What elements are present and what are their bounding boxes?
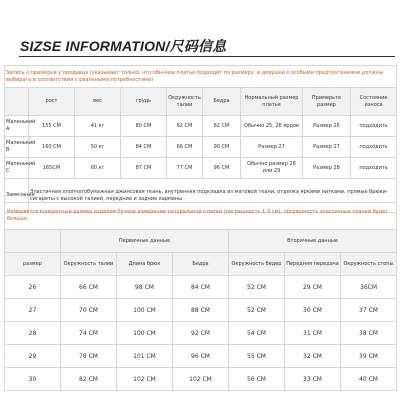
fitting-cell: Размер 27	[241, 137, 303, 158]
measurement-header-row	[5, 253, 397, 276]
measurement-cell: 29 CM	[285, 276, 341, 299]
fitting-cell: 82 CM	[203, 116, 241, 137]
fitting-header-cell: вес	[75, 88, 121, 116]
fitting-table	[4, 65, 397, 213]
fitting-cell: 62 CM	[167, 116, 203, 137]
fitting-desc-label: Замечания	[5, 179, 29, 213]
primary-data-label: Первичные данные	[61, 230, 229, 253]
fitting-header-cell: Бедра	[203, 88, 241, 116]
fitting-cell: Размер 27	[303, 137, 351, 158]
measurement-cell: 78 CM	[61, 345, 117, 368]
fitting-cell: 41 кг	[75, 116, 121, 137]
measurement-cell: 70 CM	[61, 299, 117, 322]
measurement-note-row	[5, 203, 397, 230]
fitting-cell: Маленький С	[5, 158, 29, 179]
size-cell: 30	[5, 368, 61, 391]
measurement-header-cell: Бедра	[173, 253, 229, 276]
measurement-header-cell: Окружность талии	[61, 253, 117, 276]
fitting-cell: Маленький В	[5, 137, 29, 158]
measurement-cell: 38 CM	[341, 322, 397, 345]
fitting-desc-text: Эластичная хлопчатобумажная джинсовая ткань, внутренняя подкладка из матовой ткани, отделка яркими нитками, прямые брюки-сигареты с высокой талией, передние и задние карманы	[29, 179, 397, 213]
measurement-header-cell: Передняя передача	[285, 253, 341, 276]
fitting-cell: 90 CM	[203, 137, 241, 158]
measurement-row	[5, 368, 397, 391]
measurement-cell: 52 CM	[229, 299, 285, 322]
fitting-cell: 87 CM	[121, 158, 167, 179]
measurement-cell: 100 CM	[117, 322, 173, 345]
fitting-cell: 84 CM	[121, 137, 167, 158]
measurement-header-cell: размер	[5, 253, 61, 276]
fitting-cell: Обычно 25, 26 ярдов	[241, 116, 303, 137]
measurement-group-empty	[5, 230, 61, 253]
page-title: SIZSE INFORMATION/尺码信息	[20, 38, 227, 54]
fitting-cell: Размер 26	[303, 116, 351, 137]
measurement-cell: 39 CM	[341, 345, 397, 368]
fitting-header-cell: Примерьте размер	[303, 88, 351, 116]
size-cell: 26	[5, 276, 61, 299]
measurement-row	[5, 276, 397, 299]
measurement-cell: 40 CM	[341, 368, 397, 391]
measurement-cell: 98 CM	[117, 276, 173, 299]
measurement-group-row	[5, 230, 397, 253]
header	[0, 0, 400, 62]
title-divider	[19, 56, 395, 57]
measurement-cell: 32 CM	[285, 345, 341, 368]
measurement-cell: 88 CM	[173, 299, 229, 322]
measurement-cell: 33 CM	[285, 368, 341, 391]
measurement-cell: 74 CM	[61, 322, 117, 345]
measurement-cell: 31 CM	[285, 322, 341, 345]
measurement-cell: 96 CM	[173, 345, 229, 368]
measurement-cell: 102 CM	[173, 368, 229, 391]
measurement-cell: 102 CM	[117, 368, 173, 391]
fitting-cell: 50 кг	[75, 137, 121, 158]
measurement-cell: 55 CM	[229, 345, 285, 368]
measurement-cell: 66 CM	[61, 276, 117, 299]
secondary-data-label: Вторичные данные	[229, 230, 397, 253]
fitting-cell: 165CM	[29, 158, 75, 179]
measurement-table	[4, 202, 397, 391]
measurement-header-cell: Длина брюк	[117, 253, 173, 276]
fitting-header-cell: Окружность талии	[167, 88, 203, 116]
measurement-cell: 54 CM	[229, 322, 285, 345]
size-cell: 28	[5, 322, 61, 345]
measurement-row	[5, 345, 397, 368]
measurement-cell: 52 CM	[229, 276, 285, 299]
measurement-row	[5, 299, 397, 322]
fitting-cell: 96 CM	[203, 158, 241, 179]
measurement-cell: 56 CM	[229, 368, 285, 391]
measurement-cell: 100 CM	[117, 299, 173, 322]
measurement-cell: 82 CM	[61, 368, 117, 391]
fitting-header-cell	[5, 88, 29, 116]
measurement-cell: 37 CM	[341, 299, 397, 322]
measurement-cell: 92 CM	[173, 322, 229, 345]
fitting-note: Запись о примерке у продавца (указывает только, что обычное платье подходит по размеру, и девушки с особыми предпочтениями должны выбирать в соответствии с реальными потребностями)	[5, 66, 397, 88]
fitting-cell: 60 кг	[75, 158, 121, 179]
fitting-cell: Маленький А	[5, 116, 29, 137]
fitting-cell: 66 CM	[167, 137, 203, 158]
fitting-cell: подходить	[351, 158, 397, 179]
measurement-header-cell: Окружность бедер	[229, 253, 285, 276]
fitting-row	[5, 116, 397, 137]
fitting-header-row	[5, 88, 397, 116]
fitting-row	[5, 137, 397, 158]
measurement-cell: 101 CM	[117, 345, 173, 368]
measurement-note: Измеряется конкретный размер изделия:Ручное измерение натуральной плитки (погрешность 1-3 см), погрешность эластичных тканей будет больше.	[5, 203, 397, 230]
fitting-header-cell: грудь	[121, 88, 167, 116]
fitting-row	[5, 158, 397, 179]
measurement-cell: 36CM	[341, 276, 397, 299]
fitting-cell: Обычно размер 28 или 29	[241, 158, 303, 179]
fitting-cell: подходить	[351, 116, 397, 137]
fitting-cell: 77 CM	[167, 158, 203, 179]
size-cell: 29	[5, 345, 61, 368]
measurement-cell: 84 CM	[173, 276, 229, 299]
measurement-row	[5, 322, 397, 345]
fitting-cell: 155 CM	[29, 116, 75, 137]
fitting-cell: 80 CM	[121, 116, 167, 137]
fitting-cell: 160 CM	[29, 137, 75, 158]
measurement-cell: 30 CM	[285, 299, 341, 322]
fitting-cell: подходить	[351, 137, 397, 158]
fitting-cell: Размер 28	[303, 158, 351, 179]
fitting-header-cell: рост	[29, 88, 75, 116]
fitting-note-row	[5, 66, 397, 88]
size-cell: 27	[5, 299, 61, 322]
fitting-header-cell: Нормальный размер платья	[241, 88, 303, 116]
measurement-header-cell: Окружность стопы	[341, 253, 397, 276]
fitting-header-cell: Состояние износа	[351, 88, 397, 116]
